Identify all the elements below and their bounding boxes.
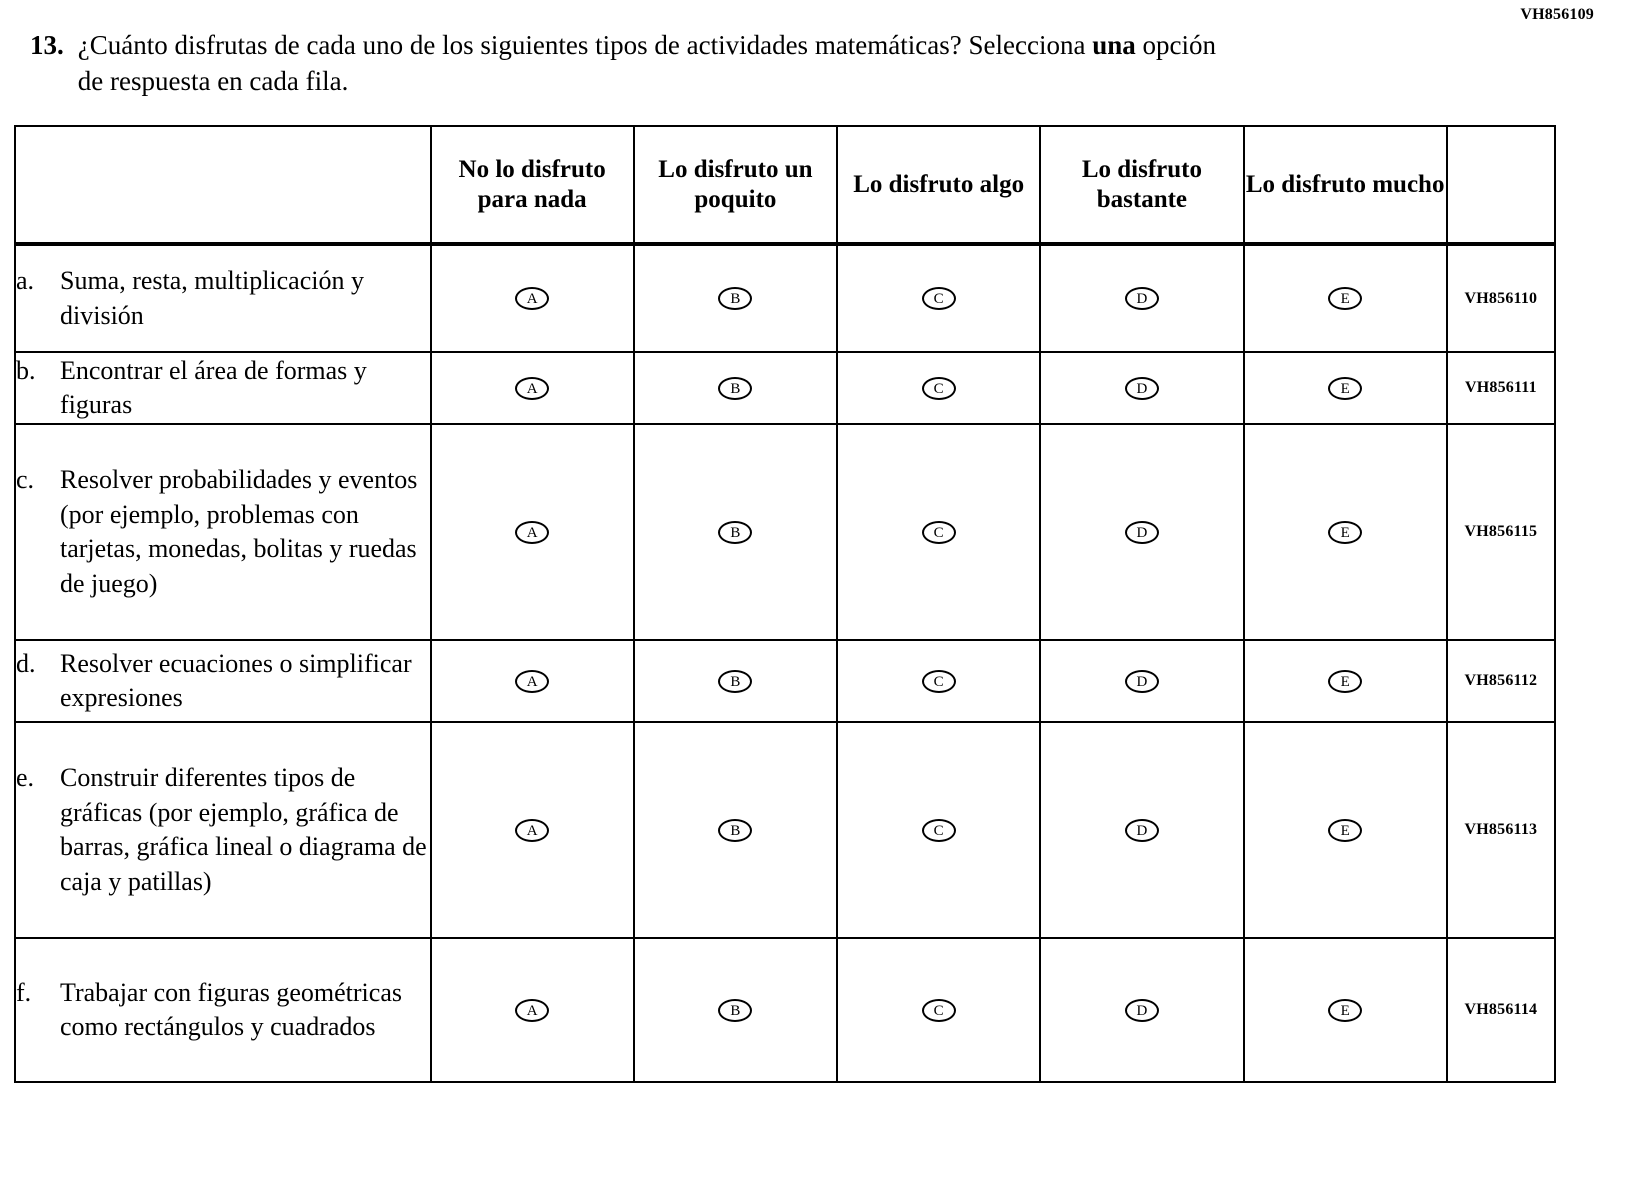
radio-bubble-icon[interactable]: B [718, 521, 752, 544]
option-cell-c-e[interactable] [1244, 424, 1447, 640]
option-cell-a-e[interactable] [1244, 244, 1447, 352]
row-label: Suma, resta, multiplicación y división [60, 266, 364, 330]
option-cell-f-d[interactable] [1040, 938, 1243, 1082]
row-letter: a. [16, 266, 35, 296]
row-label: Encontrar el área de formas y figuras [60, 355, 367, 420]
radio-bubble-icon[interactable]: D [1125, 819, 1159, 842]
option-cell-c-a[interactable] [431, 424, 634, 640]
question-text-part-2: opción de respuesta en cada fila. [77, 30, 1216, 96]
radio-bubble-icon[interactable]: E [1328, 287, 1362, 310]
option-cell-d-a[interactable] [431, 640, 634, 722]
option-cell-d-b[interactable] [634, 640, 837, 722]
option-cell-c-b[interactable] [634, 424, 837, 640]
option-cell-b-d[interactable] [1040, 352, 1243, 424]
radio-bubble-icon[interactable]: A [515, 670, 549, 693]
option-cell-c-d[interactable] [1040, 424, 1243, 640]
column-header-option-a: No lo disfruto para nada [431, 126, 634, 244]
radio-bubble-icon[interactable]: E [1328, 377, 1362, 400]
column-header-item-id [1447, 126, 1555, 244]
option-cell-f-c[interactable] [837, 938, 1040, 1082]
radio-bubble-icon[interactable]: A [515, 377, 549, 400]
table-row [15, 938, 1555, 1082]
page-item-id: VH856109 [1520, 6, 1594, 23]
row-item-id: VH856111 [1447, 352, 1555, 424]
radio-bubble-icon[interactable]: A [515, 819, 549, 842]
row-stem-c [15, 424, 431, 640]
row-stem-a [15, 244, 431, 352]
table-header-row [15, 126, 1555, 244]
table-row [15, 640, 1555, 722]
option-cell-a-c[interactable] [837, 244, 1040, 352]
radio-bubble-icon[interactable]: C [922, 377, 956, 400]
table-row [15, 424, 1555, 640]
radio-bubble-icon[interactable]: C [922, 999, 956, 1022]
row-letter: f. [16, 977, 32, 1007]
option-cell-e-a[interactable] [431, 722, 634, 938]
row-label: Trabajar con figuras geométricas como rectángulos y cuadrados [60, 977, 402, 1042]
option-cell-d-c[interactable] [837, 640, 1040, 722]
row-label: Resolver probabilidades y eventos (por ejemplo, problemas con tarjetas, monedas, bolitas y ruedas de juego) [60, 465, 418, 598]
option-cell-e-e[interactable] [1244, 722, 1447, 938]
row-letter: b. [16, 355, 36, 385]
row-letter: d. [16, 648, 36, 678]
radio-bubble-icon[interactable]: B [718, 999, 752, 1022]
column-header-option-b: Lo disfruto un poquito [634, 126, 837, 244]
row-stem-e [15, 722, 431, 938]
radio-bubble-icon[interactable]: E [1328, 521, 1362, 544]
row-letter: c. [16, 465, 35, 495]
table-row [15, 352, 1555, 424]
radio-bubble-icon[interactable]: E [1328, 999, 1362, 1022]
row-item-id: VH856115 [1447, 424, 1555, 640]
radio-bubble-icon[interactable]: A [515, 999, 549, 1022]
option-cell-f-e[interactable] [1244, 938, 1447, 1082]
option-cell-c-c[interactable] [837, 424, 1040, 640]
radio-bubble-icon[interactable]: B [718, 819, 752, 842]
table-row [15, 722, 1555, 938]
column-header-option-e: Lo disfruto mucho [1244, 126, 1447, 244]
radio-bubble-icon[interactable]: C [922, 670, 956, 693]
radio-bubble-icon[interactable]: C [922, 287, 956, 310]
option-cell-f-b[interactable] [634, 938, 837, 1082]
radio-bubble-icon[interactable]: B [718, 287, 752, 310]
column-header-stem [15, 126, 431, 244]
question-block [30, 28, 1230, 99]
radio-bubble-icon[interactable]: A [515, 287, 549, 310]
option-cell-f-a[interactable] [431, 938, 634, 1082]
question-number: 13. [30, 30, 64, 60]
row-label: Construir diferentes tipos de gráficas (por ejemplo, gráfica de barras, gráfica lineal o diagrama de caja y patillas) [60, 763, 427, 896]
radio-bubble-icon[interactable]: D [1125, 670, 1159, 693]
option-cell-b-a[interactable] [431, 352, 634, 424]
question-text-emphasis: una [1092, 30, 1136, 60]
option-cell-b-c[interactable] [837, 352, 1040, 424]
question-text [78, 28, 1230, 99]
option-cell-e-c[interactable] [837, 722, 1040, 938]
row-stem-f [15, 938, 431, 1082]
radio-bubble-icon[interactable]: C [922, 819, 956, 842]
option-cell-b-e[interactable] [1244, 352, 1447, 424]
row-item-id: VH856114 [1447, 938, 1555, 1082]
radio-bubble-icon[interactable]: B [718, 670, 752, 693]
radio-bubble-icon[interactable]: B [718, 377, 752, 400]
radio-bubble-icon[interactable]: D [1125, 287, 1159, 310]
radio-bubble-icon[interactable]: C [922, 521, 956, 544]
row-label: Resolver ecuaciones o simplificar expresiones [60, 648, 412, 713]
row-item-id: VH856110 [1447, 244, 1555, 352]
row-stem-d [15, 640, 431, 722]
radio-bubble-icon[interactable]: E [1328, 819, 1362, 842]
option-cell-b-b[interactable] [634, 352, 837, 424]
option-cell-a-d[interactable] [1040, 244, 1243, 352]
radio-bubble-icon[interactable]: E [1328, 670, 1362, 693]
table-row [15, 244, 1555, 352]
option-cell-d-e[interactable] [1244, 640, 1447, 722]
row-item-id: VH856113 [1447, 722, 1555, 938]
option-cell-d-d[interactable] [1040, 640, 1243, 722]
radio-bubble-icon[interactable]: D [1125, 377, 1159, 400]
option-cell-a-a[interactable] [431, 244, 634, 352]
column-header-option-d: Lo disfruto bastante [1040, 126, 1243, 244]
row-stem-b [15, 352, 431, 424]
option-cell-e-b[interactable] [634, 722, 837, 938]
row-letter: e. [16, 763, 35, 793]
option-cell-a-b[interactable] [634, 244, 837, 352]
radio-bubble-icon[interactable]: A [515, 521, 549, 544]
option-cell-e-d[interactable] [1040, 722, 1243, 938]
radio-bubble-icon[interactable]: D [1125, 999, 1159, 1022]
response-matrix-table [14, 125, 1556, 1083]
column-header-option-c: Lo disfruto algo [837, 126, 1040, 244]
radio-bubble-icon[interactable]: D [1125, 521, 1159, 544]
question-text-part-1: ¿Cuánto disfrutas de cada uno de los siguientes tipos de actividades matemáticas? Selecciona [77, 30, 1093, 60]
row-item-id: VH856112 [1447, 640, 1555, 722]
